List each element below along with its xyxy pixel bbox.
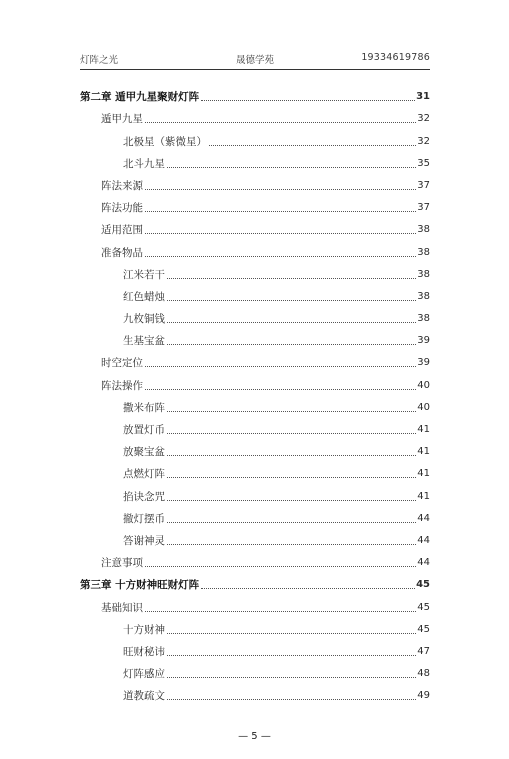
toc-subsection-row[interactable]: [80, 260, 430, 282]
toc-entry-title: 江米若干: [123, 268, 165, 281]
toc-entry-title: 放置灯币: [123, 424, 165, 436]
toc-entry-page: 38: [417, 224, 430, 236]
toc-entry-title: 北斗九星: [123, 157, 165, 170]
toc-entry-page: 39: [417, 357, 430, 369]
toc-entry-title: 旺财秘讳: [123, 645, 165, 658]
toc-section-row[interactable]: [80, 548, 430, 570]
toc-section-row[interactable]: [80, 171, 430, 193]
toc-subsection-row[interactable]: [80, 637, 430, 659]
toc-subsection-row[interactable]: [80, 282, 430, 304]
toc-entry-page: 47: [417, 645, 430, 657]
page-number: — 5 —: [238, 731, 271, 742]
toc-entry-title: 基础知识: [101, 601, 143, 614]
toc-entry-title: 灯阵感应: [123, 668, 165, 681]
toc-entry-title: 九枚铜钱: [123, 313, 165, 326]
toc-chapter-row[interactable]: [80, 570, 430, 592]
running-header: [80, 50, 430, 68]
toc-entry-title: 遁甲九星: [101, 113, 143, 126]
dot-leader: [145, 188, 416, 190]
toc-entry-title: 阵法操作: [101, 379, 143, 392]
toc-subsection-row[interactable]: [80, 415, 430, 437]
toc-subsection-row[interactable]: [80, 393, 430, 415]
toc-section-row[interactable]: [80, 104, 430, 126]
toc-entry-page: 41: [417, 446, 430, 458]
toc-section-row[interactable]: [80, 215, 430, 237]
dot-leader: [167, 499, 416, 501]
toc-section-row[interactable]: [80, 193, 430, 215]
dot-leader: [167, 676, 416, 678]
toc-entry-page: 38: [417, 290, 430, 302]
toc-entry-page: 45: [416, 579, 430, 591]
dot-leader: [167, 543, 416, 545]
dot-leader: [209, 144, 416, 146]
toc-entry-page: 32: [417, 135, 430, 147]
toc-entry-title: 道教疏文: [123, 690, 165, 703]
toc-subsection-row[interactable]: [80, 504, 430, 526]
toc-entry-title: 第二章 遁甲九星聚财灯阵: [80, 91, 200, 104]
dot-leader: [167, 299, 416, 301]
toc-entry-title: 注意事项: [101, 557, 143, 570]
header-phone-number: 19334619786: [361, 52, 430, 63]
toc-entry-page: 45: [417, 623, 430, 635]
toc-subsection-row[interactable]: [80, 326, 430, 348]
toc-entry-page: 32: [417, 113, 430, 125]
toc-subsection-row[interactable]: [80, 149, 430, 171]
toc-entry-page: 44: [417, 534, 430, 546]
toc-subsection-row[interactable]: [80, 659, 430, 681]
toc-entry-page: 41: [417, 490, 430, 502]
toc-entry-page: 41: [417, 424, 430, 435]
dot-leader: [145, 255, 416, 257]
dot-leader: [145, 565, 416, 567]
dot-leader: [167, 654, 416, 656]
toc-section-row[interactable]: [80, 237, 430, 259]
dot-leader: [167, 321, 416, 323]
header-book-title: 灯阵之光: [80, 55, 119, 66]
toc-entry-title: 撒米布阵: [123, 401, 165, 414]
toc-entry-title: 生基宝盆: [123, 335, 165, 348]
dot-leader: [167, 632, 416, 634]
toc-entry-page: 41: [417, 468, 430, 480]
toc-entry-title: 红色蜡烛: [123, 290, 165, 303]
toc-entry-title: 适用范围: [101, 224, 143, 237]
dot-leader: [145, 121, 416, 123]
dot-leader: [145, 210, 416, 212]
toc-subsection-row[interactable]: [80, 615, 430, 637]
dot-leader: [145, 388, 416, 390]
dot-leader: [201, 99, 415, 101]
dot-leader: [167, 277, 416, 279]
toc-chapter-row[interactable]: [80, 82, 430, 104]
toc-entry-page: 48: [417, 668, 430, 680]
dot-leader: [167, 166, 416, 168]
toc-entry-title: 点燃灯阵: [123, 468, 165, 481]
toc-entry-page: 35: [417, 157, 430, 169]
toc-entry-title: 十方财神: [123, 623, 165, 636]
toc-section-row[interactable]: [80, 592, 430, 614]
dot-leader: [167, 343, 416, 345]
toc-entry-title: 答谢神灵: [123, 534, 165, 547]
toc-entry-title: 撤灯摆币: [123, 512, 165, 525]
toc-entry-page: 37: [417, 179, 430, 191]
toc-section-row[interactable]: [80, 348, 430, 370]
dot-leader: [167, 698, 416, 700]
table-of-contents: [80, 82, 430, 703]
toc-entry-page: 44: [417, 512, 430, 524]
toc-entry-page: 39: [417, 335, 430, 347]
dot-leader: [167, 476, 416, 478]
dot-leader: [145, 365, 416, 367]
header-publisher: 晟德学苑: [235, 55, 274, 66]
toc-entry-page: 40: [417, 401, 430, 413]
toc-subsection-row[interactable]: [80, 437, 430, 459]
toc-entry-title: 北极星（紫微星）: [123, 135, 207, 148]
dot-leader: [167, 410, 416, 412]
toc-entry-page: 38: [417, 313, 430, 325]
toc-entry-title: 阵法来源: [101, 179, 143, 192]
toc-entry-title: 阵法功能: [101, 202, 143, 215]
toc-entry-title: 准备物品: [101, 246, 143, 259]
toc-entry-page: 37: [417, 202, 430, 214]
dot-leader: [145, 610, 416, 612]
toc-entry-title: 掐诀念咒: [123, 490, 165, 503]
toc-entry-page: 49: [417, 690, 430, 702]
toc-subsection-row[interactable]: [80, 681, 430, 703]
toc-entry-page: 38: [417, 246, 430, 258]
toc-subsection-row[interactable]: [80, 481, 430, 503]
dot-leader: [167, 521, 416, 523]
toc-subsection-row[interactable]: [80, 526, 430, 548]
header-divider: [80, 69, 430, 70]
toc-subsection-row[interactable]: [80, 459, 430, 481]
toc-entry-title: 第三章 十方财神旺财灯阵: [80, 579, 200, 592]
toc-entry-page: 45: [417, 601, 430, 613]
toc-entry-page: 40: [417, 379, 430, 391]
toc-entry-page: 38: [417, 268, 430, 280]
toc-section-row[interactable]: [80, 370, 430, 392]
dot-leader: [167, 432, 416, 434]
dot-leader: [145, 232, 416, 234]
toc-entry-page: 31: [416, 91, 430, 103]
dot-leader: [201, 587, 415, 589]
toc-entry-title: 时空定位: [101, 357, 143, 370]
dot-leader: [167, 454, 416, 456]
toc-entry-page: 44: [417, 557, 430, 569]
toc-subsection-row[interactable]: [80, 126, 430, 148]
toc-entry-title: 放聚宝盆: [123, 446, 165, 459]
toc-subsection-row[interactable]: [80, 304, 430, 326]
